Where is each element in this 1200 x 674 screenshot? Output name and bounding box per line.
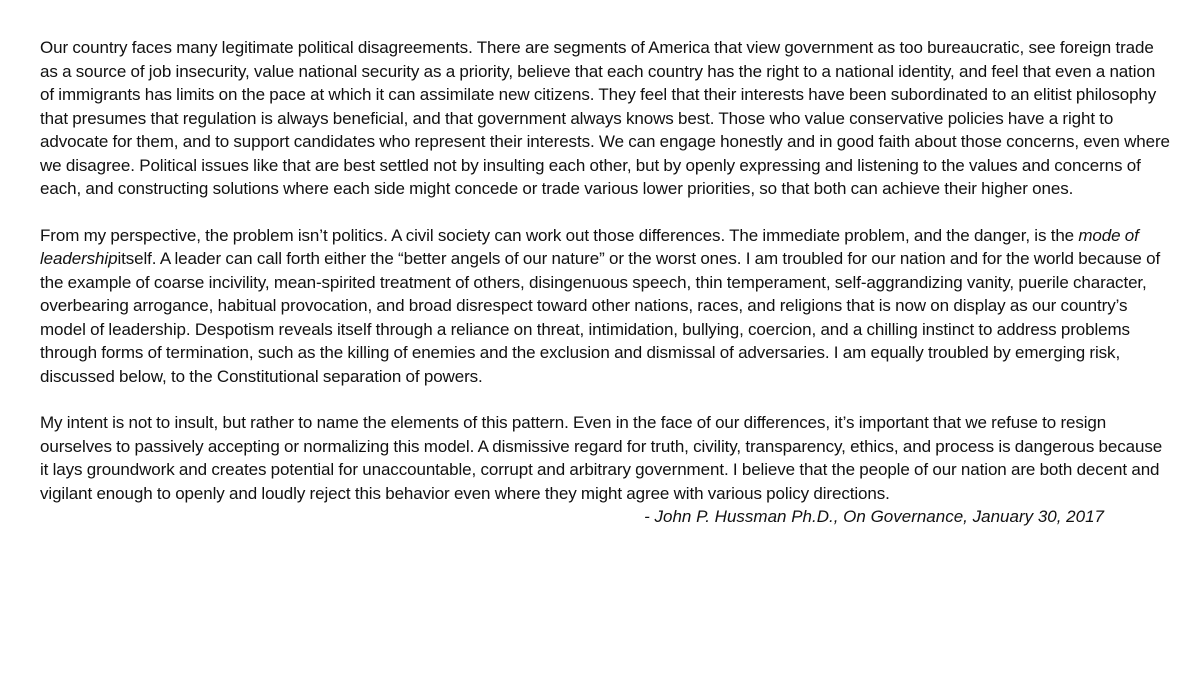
paragraph-political-disagreements: Our country faces many legitimate political disagreements. There are segments of America that view government as too bureaucratic, see foreign trade as a source of job insecurity, value national security as a priority, believe that each country has the right to a national identity, and feel that even a nation of immigrants has limits on the pace at which it can assimilate new citizens. They feel that their interests have been subordinated to an elitist philosophy that presumes that regulation is always beneficial, and that government always knows best. Those who value conservative policies have a right to advocate for them, and to support candidates who represent their interests. We can engage honestly and in good faith about those concerns, even where we disagree. Political issues like that are best settled not by insulting each other, but by openly expressing and listening to the values and concerns of each, and constructing solutions where each side might concede or trade various lower priorities, so that both can achieve their higher ones.	[40, 38, 1170, 198]
paragraph-mode-of-leadership	[40, 224, 1170, 389]
paragraph-2-body-text: itself. A leader can call forth either the “better angels of our nature” or the worst ones. I am troubled for our nation and for the world because of the example of coarse incivility, mean-spirited treatment of others, disingenuous speech, thin temperament, self-aggrandizing vanity, puerile character, overbearing arrogance, habitual provocation, and broad disrespect toward other nations, races, and religions that is now on display as our country’s model of leadership. Despotism reveals itself through a reliance on threat, intimidation, bullying, coercion, and a chilling instinct to address problems through forms of termination, such as the killing of enemies and the exclusion and dismissal of adversaries. I am equally troubled by emerging risk, discussed below, to the Constitutional separation of powers.	[40, 249, 1161, 386]
quote-attribution: - John P. Hussman Ph.D., On Governance, January 30, 2017	[644, 507, 1104, 526]
quote-document	[40, 36, 1170, 529]
mode-of-leadership-emphasis: mode of leadership	[40, 225, 1139, 268]
paragraph-intent-not-to-insult: My intent is not to insult, but rather to name the elements of this pattern. Even in the face of our differences, it’s important that we refuse to resign ourselves to passively accepting or normalizing this model. A dismissive regard for truth, civility, transparency, ethics, and process is dangerous because it lays groundwork and creates potential for unaccountable, corrupt and arbitrary government. I believe that the people of our nation are both decent and vigilant enough to openly and loudly reject this behavior even where they might agree with various policy directions.	[40, 413, 1163, 503]
paragraph-2-intro-text: From my perspective, the problem isn’t politics. A civil society can work out those differences. The immediate problem, and the danger, is the	[40, 225, 1079, 245]
